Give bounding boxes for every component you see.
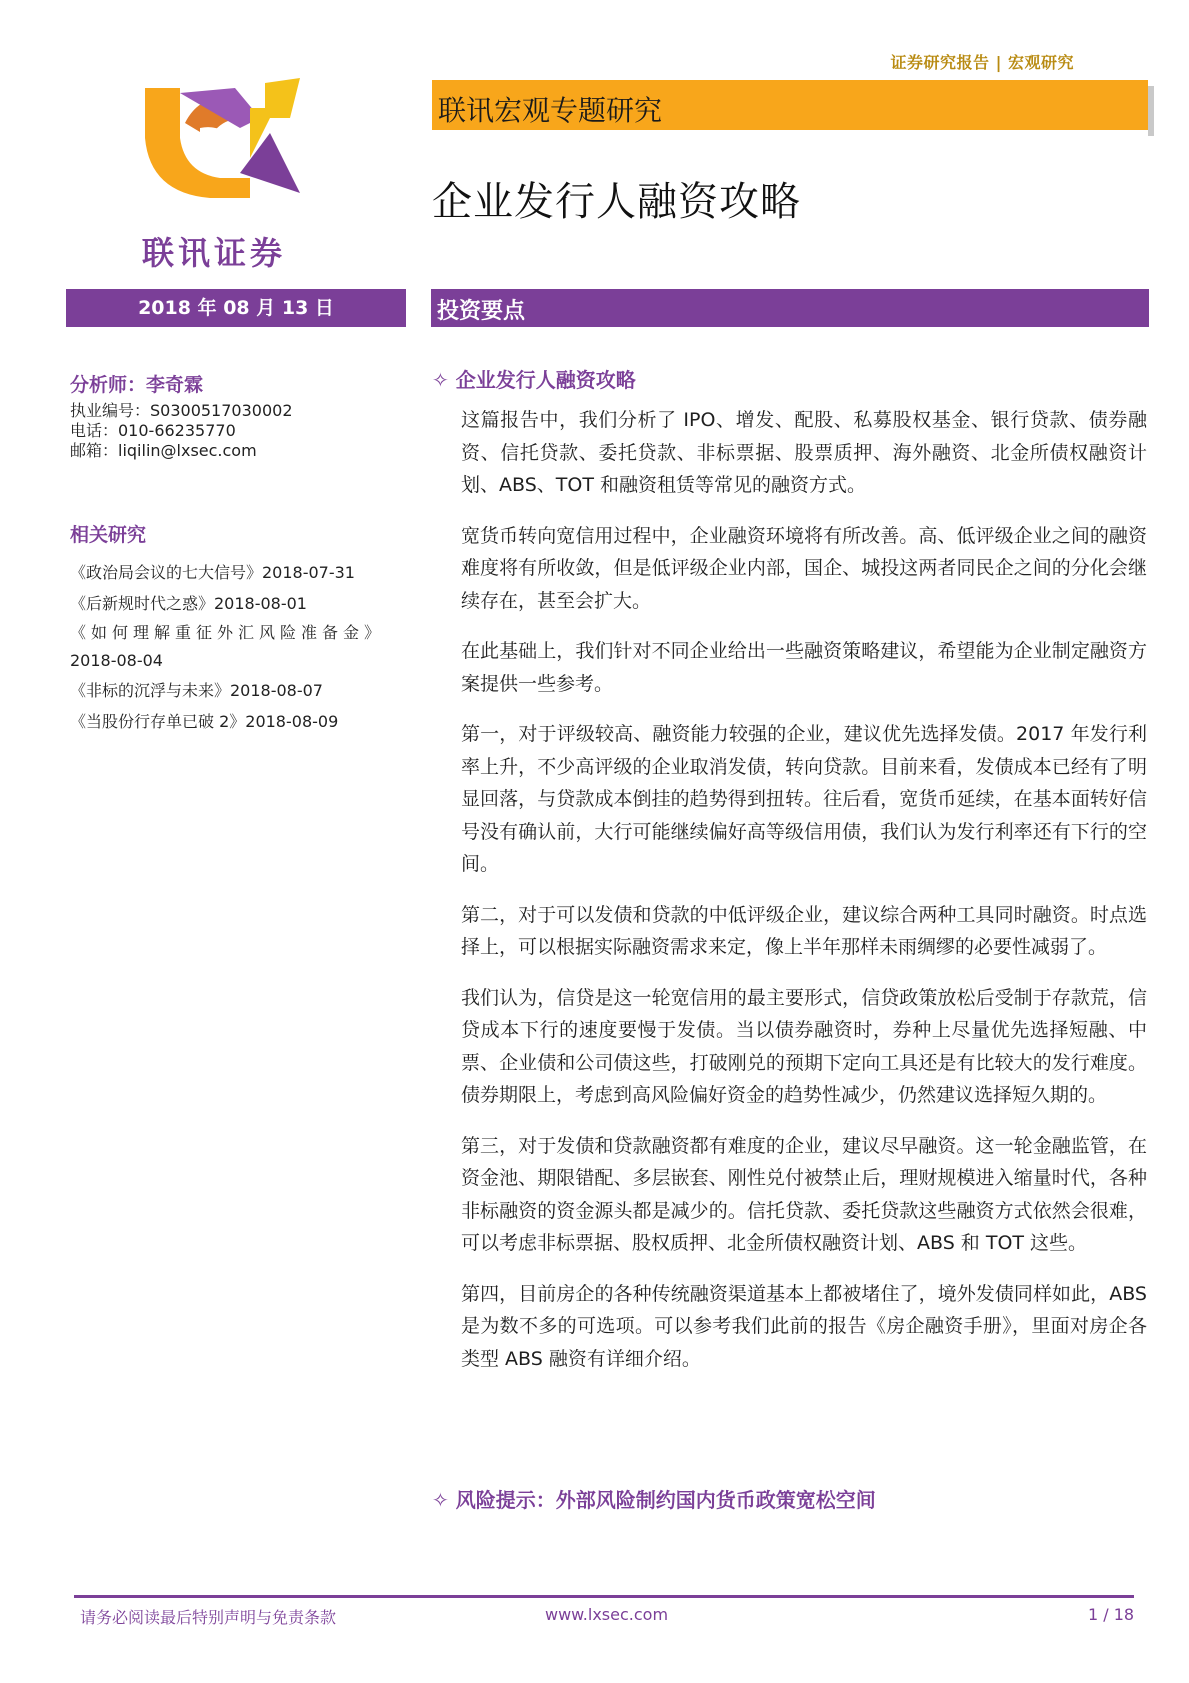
paragraph: 第一，对于评级较高、融资能力较强的企业，建议优先选择发债。2017 年发行利率上升，不少高评级的企业取消发债，转向贷款。目前来看，发债成本已经有了明显回落，与贷款成本倒挂的趋势得到扭转。往后看，宽货币延续，在基本面转好信号没有确认前，大行可能继续偏好高等级信用债，我们认为发行利率还有下行的空间。 [461, 723, 1147, 875]
analyst-phone: 电话：010-66235770 [70, 421, 236, 440]
related-research-heading: 相关研究 [70, 524, 147, 546]
analyst-email: 邮箱：liqilin@lxsec.com [70, 441, 257, 460]
paragraph: 第四，目前房企的各种传统融资渠道基本上都被堵住了，境外发债同样如此，ABS 是为数不多的可选项。可以参考我们此前的报告《房企融资手册》，里面对房企各类型 ABS 融资有详细介绍。 [461, 1282, 1147, 1370]
logo-mark-icon [140, 78, 310, 228]
paragraph: 宽货币转向宽信用过程中，企业融资环境将有所改善。高、低评级企业之间的融资难度将有所收敛，但是低评级企业内部，国企、城投这两者同民企之间的分化会继续存在，甚至会扩大。 [461, 524, 1147, 612]
company-logo [140, 78, 340, 272]
related-research-item[interactable]: 《后新规时代之惑》2018-08-01 [70, 594, 307, 613]
paragraph: 我们认为，信贷是这一轮宽信用的最主要形式，信贷政策放松后受制于存款荒，信贷成本下行的速度要慢于发债。当以债券融资时，券种上尽量优先选择短融、中票、企业债和公司债这些，打破刚兑的预期下定向工具还是有比较大的发行难度。债券期限上，考虑到高风险偏好资金的趋势性减少，仍然建议选择短久期的。 [461, 986, 1147, 1106]
summary-body [461, 404, 1147, 1393]
related-research-item-date: 2018-08-04 [70, 651, 163, 670]
related-research-item[interactable]: 《当股份行存单已破 2》2018-08-09 [70, 712, 339, 731]
related-research-item[interactable]: 《政治局会议的七大信号》2018-07-31 [70, 563, 355, 582]
related-research-item[interactable]: 《如何理解重征外汇风险准备金》 [70, 623, 386, 642]
footer-website-link[interactable]: www.lxsec.com [545, 1605, 669, 1624]
related-research [70, 520, 410, 737]
paragraph: 这篇报告中，我们分析了 IPO、增发、配股、私募股权基金、银行贷款、债券融资、信托贷款、委托贷款、非标票据、股票质押、海外融资、北金所债权融资计划、ABS、TOT 和融资租赁等常见的融资方式。 [461, 409, 1147, 496]
investment-points-banner [431, 289, 1149, 327]
analyst-license: 执业编号：S0300517030002 [70, 401, 293, 420]
section-heading: ✧ 企业发行人融资攻略 [432, 368, 636, 392]
related-research-item[interactable]: 《非标的沉浮与未来》2018-08-07 [70, 681, 323, 700]
footer-divider [74, 1595, 1134, 1598]
page-number: 1 / 18 [1088, 1605, 1135, 1624]
paragraph: 第三，对于发债和贷款融资都有难度的企业，建议尽早融资。这一轮金融监管，在资金池、期限错配、多层嵌套、刚性兑付被禁止后，理财规模进入缩量时代，各种非标融资的资金源头都是减少的。信托贷款、委托贷款这些融资方式依然会很难，可以考虑非标票据、股权质押、北金所债权融资计划、ABS 和 TOT 这些。 [461, 1134, 1147, 1254]
report-date: 2018 年 08 月 13 日 [66, 289, 406, 327]
analyst-info [70, 370, 410, 461]
report-type-tag: 证券研究报告 | 宏观研究 [890, 53, 1074, 72]
series-banner [432, 80, 1148, 130]
paragraph: 在此基础上，我们针对不同企业给出一些融资策略建议，希望能为企业制定融资方案提供一些参考。 [461, 640, 1147, 695]
risk-warning-heading: ✧ 风险提示：外部风险制约国内货币政策宽松空间 [432, 1488, 876, 1512]
paragraph: 第二，对于可以发债和贷款的中低评级企业，建议综合两种工具同时融资。时点选择上，可以根据实际融资需求来定，像上半年那样未雨绸缪的必要性减弱了。 [461, 903, 1147, 958]
analyst-name: 分析师：李奇霖 [70, 374, 204, 396]
investment-points-label: 投资要点 [437, 299, 526, 324]
logo-text: 联讯证券 [142, 234, 287, 272]
report-title: 企业发行人融资攻略 [432, 179, 801, 225]
series-title: 联讯宏观专题研究 [438, 94, 663, 127]
footer-disclaimer[interactable]: 请务必阅读最后特别声明与免责条款 [80, 1608, 337, 1627]
